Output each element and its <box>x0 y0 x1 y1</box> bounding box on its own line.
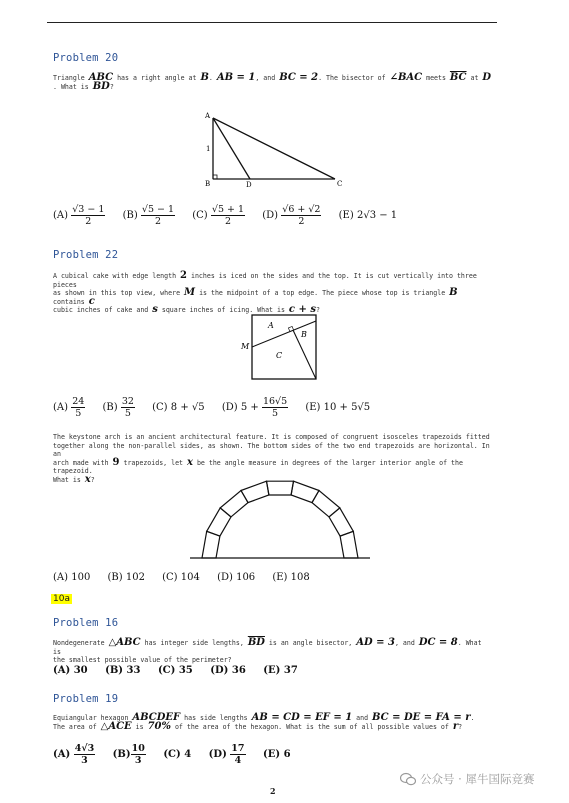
problem-22-choices <box>53 396 384 419</box>
label-b: B <box>301 330 307 339</box>
label-a: A <box>205 112 211 120</box>
arch-trapezoid <box>329 508 353 536</box>
choice-c: (C) $\frac{√5 + 1}{2}$ <box>192 204 245 227</box>
problem-22-prompt: A cubical cake with edge length 2 inches is iced on the sides and the top. It is cut vertically into three pieces as shown in this top view, where M is the midpoint of a top edge. The piece whose top is triangle B contains c cubic inches of cake and s square inches of icing. What is c + s? <box>53 270 477 315</box>
label-side: 1 <box>206 145 211 153</box>
label-a: A <box>268 321 274 330</box>
choice-b: (B) 102 <box>107 572 145 583</box>
problem-16-prompt: Nondegenerate △ABC has integer side lengths, $\overline{BD}$ is an angle bisector, AD = 3, and DC = 8. What is the smallest possible value of the perimeter? <box>53 637 482 664</box>
watermark: 公众号 · 犀牛国际竞赛 <box>400 771 534 787</box>
choice-b: (B) 33 <box>105 665 141 676</box>
problem-19-prompt: Equiangular hexagon ABCDEF has side lengths AB = CD = EF = 1 and BC = DE = FA = r. The area of △ACE is 70% of the area of the hexagon. What is the sum of all possible values of r? <box>53 712 475 732</box>
label-c: C <box>276 351 283 360</box>
arch-trapezoid <box>267 481 294 495</box>
choice-d: (D) $\frac{17}{4}$ <box>208 743 245 766</box>
choice-e: (E) 37 <box>263 665 298 676</box>
problem-19-heading: Problem 19 <box>53 693 119 705</box>
choice-e: (E) 108 <box>272 572 310 583</box>
wechat-icon <box>400 772 416 786</box>
choice-e: (E) 2√3 − 1 <box>338 210 398 221</box>
arch-trapezoid <box>291 481 319 502</box>
problem-16-heading: Problem 16 <box>53 617 119 629</box>
cake-figure <box>238 312 324 382</box>
arch-trapezoid <box>207 508 231 536</box>
label-m: M <box>241 342 250 351</box>
problem-20-choices <box>53 204 411 227</box>
problem-22-heading: Problem 22 <box>53 249 119 261</box>
choice-d: (D) 36 <box>210 665 246 676</box>
label-c: C <box>337 180 343 188</box>
keystone-arch-figure <box>180 474 380 566</box>
choice-b: (B) $\frac{√5 - 1}{2}$ <box>122 204 175 227</box>
choice-e: (E) 10 + 5√5 <box>305 402 371 413</box>
choice-a: (A) $\frac{24}{5}$ <box>53 396 85 419</box>
choice-b: (B) $\frac{10}{3}$ <box>112 743 145 766</box>
arch-trapezoid <box>340 531 358 558</box>
problem-16-choices <box>53 665 312 676</box>
top-rule <box>47 22 497 23</box>
arch-choices <box>53 572 324 583</box>
page-number: 2 <box>270 786 276 796</box>
choice-d: (D) 5 + $\frac{16√5}{5}$ <box>221 396 288 419</box>
arch-trapezoid <box>312 491 340 517</box>
problem-20-prompt: Triangle ABC has a right angle at B. AB = 1, and BC = 2. The bisector of ∠BAC meets $\overline{BC}$ at D . What is BD? <box>53 72 492 92</box>
arch-trapezoid <box>241 481 269 502</box>
choice-c: (C) 35 <box>157 665 193 676</box>
choice-c: (C) 4 <box>163 749 192 760</box>
problem-19-choices <box>53 743 305 766</box>
choice-d: (D) 106 <box>217 572 256 583</box>
choice-d: (D) $\frac{√6 + √2}{2}$ <box>262 204 321 227</box>
highlight-tag: 10a <box>53 594 70 604</box>
choice-c: (C) 104 <box>162 572 200 583</box>
choice-e: (E) 6 <box>263 749 291 760</box>
arch-prompt: The keystone arch is an ancient architectural feature. It is composed of congruent isosceles trapezoids fitted together along the non-parallel sides, as shown. The bottom sides of the two end trapezoids are horizontal. In an arch made with 9 trapezoids, let x be the angle measure in degrees of the larger interior angle of the trapezoid. What is x? <box>53 433 490 485</box>
choice-c: (C) 8 + √5 <box>152 402 205 413</box>
label-b: B <box>205 180 211 188</box>
choice-a: (A) $\frac{4√3}{3}$ <box>53 743 95 766</box>
choice-a: (A) $\frac{√3 - 1}{2}$ <box>53 204 105 227</box>
choice-b: (B) $\frac{32}{5}$ <box>102 396 134 419</box>
problem-20-heading: Problem 20 <box>53 52 119 64</box>
label-d: D <box>246 181 252 189</box>
choice-a: (A) 30 <box>53 665 88 676</box>
choice-a: (A) 100 <box>53 572 91 583</box>
triangle-figure <box>195 108 355 190</box>
